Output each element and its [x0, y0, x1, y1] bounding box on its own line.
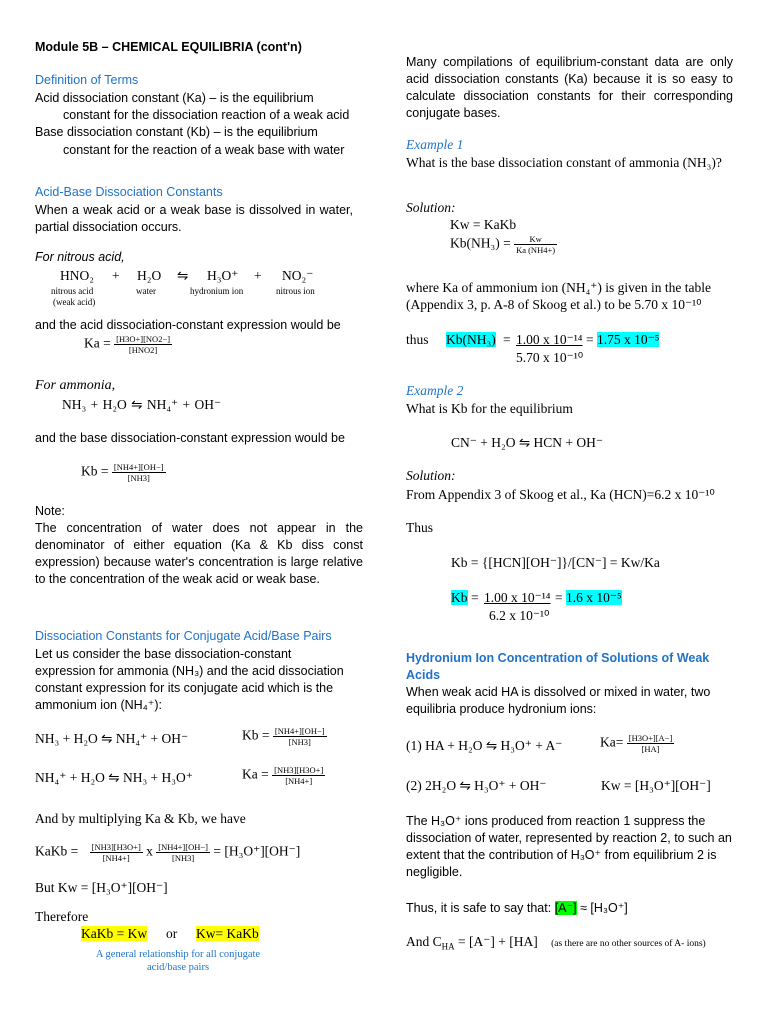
kb-nh3-lhs: Kb(NH₃) = [450, 235, 511, 251]
acid-base-intro: When a weak acid or a weak base is dissolved in water, partial dissociation occurs. [35, 203, 353, 234]
ka-expression [84, 334, 172, 355]
eq2-lhs: Ka = [242, 766, 269, 782]
hydronium-intro: When weak acid HA is dissolved or mixed in water, two equilibria produce hydronium ions: [406, 685, 711, 716]
thus-result: = 1.75 x 10⁻⁵ [586, 332, 660, 347]
thus-label: thus [406, 332, 429, 347]
nitrous-r2: H₂O [137, 268, 162, 283]
example2-question: What is Kb for the equilibrium [406, 401, 573, 416]
ka-numerator: [H3O+][NO2−] [116, 334, 171, 344]
example2-equals: = [471, 590, 479, 605]
reaction1: (1) HA + H₂O ⇋ H₃O⁺ + A⁻ [406, 738, 563, 753]
result-or: or [166, 926, 178, 941]
conjugate-heading: Dissociation Constants for Conjugate Acid/Base Pairs [35, 629, 332, 643]
and-sub: HA [441, 941, 455, 952]
kakb-rhs: = [H₃O⁺][OH⁻] [213, 843, 301, 859]
therefore-label: Therefore [35, 909, 89, 924]
thus-kb-nh3 [446, 332, 496, 348]
example1-heading: Example 1 [406, 137, 464, 152]
safe-pre: Thus, it is safe to say that: [406, 901, 552, 915]
nitrous-plus1: + [112, 268, 120, 283]
nitrous-label-acid: nitrous acid [51, 286, 94, 296]
reaction1-ka-den: [HA] [641, 744, 660, 754]
kakb-expression [35, 842, 300, 863]
example2-denominator: 6.2 x 10⁻¹⁰ [489, 608, 550, 623]
example2-kb-formula: Kb = {[HCN][OH⁻]}/[CN⁻] = Kw/Ka [451, 555, 660, 570]
and-note: (as there are no other sources of A- ions) [551, 939, 706, 949]
kakb-frac1-den: [NH4+] [102, 853, 130, 863]
example2-from-appendix: From Appendix 3 of Skoog et al., Ka (HCN)=6.2 x 10⁻¹⁰ [406, 487, 715, 502]
nitrous-plus2: + [254, 268, 262, 283]
kb-nh3-num: Kw [514, 234, 557, 245]
kakb-frac1-num: [NH3][H3O+] [91, 842, 141, 852]
note-label: Note: [35, 504, 65, 518]
kakb-frac1 [90, 842, 143, 863]
ka-definition-line2: constant for the dissociation reaction of a weak acid [63, 108, 350, 122]
reaction2-kw: Kw = [H₃O⁺][OH⁻] [601, 778, 711, 793]
nitrous-arrow: ⇋ [177, 268, 189, 283]
safe-highlight: [A⁻] [554, 901, 577, 915]
acid-base-heading: Acid-Base Dissociation Constants [35, 185, 223, 199]
kakb-frac2-den: [NH3] [172, 853, 195, 863]
nitrous-p1: H₃O⁺ [207, 268, 239, 283]
thus-kb-nh3-highlight: Kb(NH₃) [446, 332, 496, 347]
kw-equation: Kw = KaKb [450, 217, 517, 232]
kb-denominator: [NH3] [127, 473, 150, 483]
kakb-frac2-num: [NH4+][OH−] [158, 842, 208, 852]
page-title: Module 5B – CHEMICAL EQUILIBRIA (cont'n) [35, 40, 302, 54]
example2-numerator: 1.00 x 10⁻¹⁴ [484, 590, 551, 605]
kb-expr-intro: and the base dissociation-constant expression would be [35, 431, 345, 445]
eq2-numerator: [NH3][H3O+] [274, 765, 324, 775]
general-relationship-caption: A general relationship for all conjugate acid/base pairs [95, 949, 261, 973]
example2-kb-highlight: Kb [451, 590, 468, 605]
conjugate-eq2: NH₄⁺ + H₂O ⇋ NH₃ + H₃O⁺ [35, 770, 193, 785]
ka-lhs: Ka = [84, 335, 111, 351]
nitrous-label: For nitrous acid, [35, 250, 125, 264]
multiply-text: And by multiplying Ka & Kb, we have [35, 811, 246, 826]
eq1-denominator: [NH3] [288, 737, 311, 747]
nitrous-label-weak: (weak acid) [53, 297, 96, 307]
thus-equals: = [503, 332, 511, 347]
example2-thus: Thus [406, 520, 433, 535]
kb-nh3-fraction [514, 234, 557, 255]
safe-post: ≈ [H₃O⁺] [580, 901, 628, 915]
conjugate-eq1-kb [242, 726, 327, 747]
but-kw: But Kw = [H₃O⁺][OH⁻] [35, 880, 168, 895]
result-kakb-highlight: KaKb = Kw [81, 926, 148, 941]
ka-expr-intro: and the acid dissociation-constant expression would be [35, 318, 341, 332]
definitions-heading: Definition of Terms [35, 73, 139, 87]
kakb-times: x [146, 843, 153, 859]
where-ka-text: where Ka of ammonium ion (NH₄⁺) is given in the table (Appendix 3, p. A-8 of Skoog et al.) to be 5.70 x 10⁻¹⁰ [406, 280, 712, 312]
reaction1-ka-num: [H3O+][A−] [628, 733, 673, 743]
example2-result: = 1.6 x 10⁻⁵ [555, 590, 622, 605]
reaction1-ka [600, 733, 674, 754]
nitrous-label-hydronium: hydronium ion [190, 286, 244, 296]
reaction1-ka-fraction [627, 733, 675, 754]
and-post: = [A⁻] + [HA] [458, 934, 538, 949]
reaction1-ka-lhs: Ka= [600, 734, 624, 750]
example2-result-highlight: 1.6 x 10⁻⁵ [566, 590, 622, 605]
example1-question: What is the base dissociation constant of ammonia (NH₃)? [406, 155, 722, 170]
conjugate-eq1: NH₃ + H₂O ⇋ NH₄⁺ + OH⁻ [35, 731, 189, 746]
eq2-fraction [272, 765, 325, 786]
result-kw-highlight: Kw= KaKb [196, 926, 259, 941]
ka-denominator: [HNO2] [128, 345, 158, 355]
kakb-frac2 [156, 842, 210, 863]
example1-solution-label: Solution: [406, 200, 456, 215]
kb-definition-line1: Base dissociation constant (Kb) – is the equilibrium [35, 125, 318, 139]
kb-nh3-expression [450, 234, 557, 255]
hydronium-heading: Hydronium Ion Concentration of Solutions of Weak Acids [406, 651, 710, 682]
right-intro: Many compilations of equilibrium-constant data are only acid dissociation constants (Ka) because it is so easy to calculate dissociation constants for their corresponding conjugate bases. [406, 55, 733, 120]
example2-equation: CN⁻ + H₂O ⇋ HCN + OH⁻ [451, 435, 604, 450]
ka-fraction [114, 334, 172, 355]
kb-lhs: Kb = [81, 463, 109, 479]
conjugate-eq2-ka [242, 765, 325, 786]
kb-expression [81, 462, 166, 483]
and-cha-statement [406, 934, 706, 950]
kb-nh3-den: Ka (NH4+) [516, 245, 556, 255]
eq1-numerator: [NH4+][OH−] [274, 726, 325, 736]
ammonia-label: For ammonia, [35, 378, 116, 393]
kb-definition-line2: constant for the reaction of a weak base with water [63, 143, 345, 157]
note-text: The concentration of water does not appear in the denominator of either equation (Ka & Kb diss const expression) because water's concentration is large relative to the concentration of the weak acid or weak base. [35, 521, 363, 586]
nitrous-label-nitrous: nitrous ion [276, 286, 315, 296]
kb-numerator: [NH4+][OH−] [113, 462, 164, 472]
and-pre: And C [406, 934, 442, 949]
suppress-text: The H₃O⁺ ions produced from reaction 1 suppress the dissociation of water, represented by reaction 2, to such an extent that the contribution of H₃O⁺ from equilibrium 2 is negligible. [406, 814, 732, 879]
reaction2: (2) 2H₂O ⇋ H₃O⁺ + OH⁻ [406, 778, 547, 793]
thus-result-highlight: 1.75 x 10⁻⁵ [597, 332, 660, 347]
eq1-lhs: Kb = [242, 727, 270, 743]
kakb-lhs: KaKb = [35, 843, 79, 859]
eq1-fraction [273, 726, 327, 747]
example2-kb-label [451, 590, 468, 606]
thus-numerator: 1.00 x 10⁻¹⁴ [516, 332, 583, 347]
safe-statement [406, 900, 628, 916]
nitrous-r1: HNO₂ [60, 268, 94, 283]
kb-fraction [112, 462, 166, 483]
nitrous-label-water: water [136, 286, 156, 296]
result-kakb [81, 926, 147, 942]
thus-denominator: 5.70 x 10⁻¹⁰ [516, 350, 584, 365]
eq2-denominator: [NH4+] [285, 776, 313, 786]
ammonia-equation: NH₃ + H₂O ⇋ NH₄⁺ + OH⁻ [62, 397, 222, 412]
conjugate-intro: Let us consider the base dissociation-constant expression for ammonia (NH₃) and the acid dissociation constant expression for its conjugate acid which is the ammonium ion (NH₄⁺): [35, 647, 344, 712]
nitrous-p2: NO₂⁻ [282, 268, 314, 283]
example2-heading: Example 2 [406, 383, 464, 398]
example2-solution-label: Solution: [406, 468, 456, 483]
result-kw [196, 926, 259, 942]
ka-definition-line1: Acid dissociation constant (Ka) – is the equilibrium [35, 91, 314, 105]
